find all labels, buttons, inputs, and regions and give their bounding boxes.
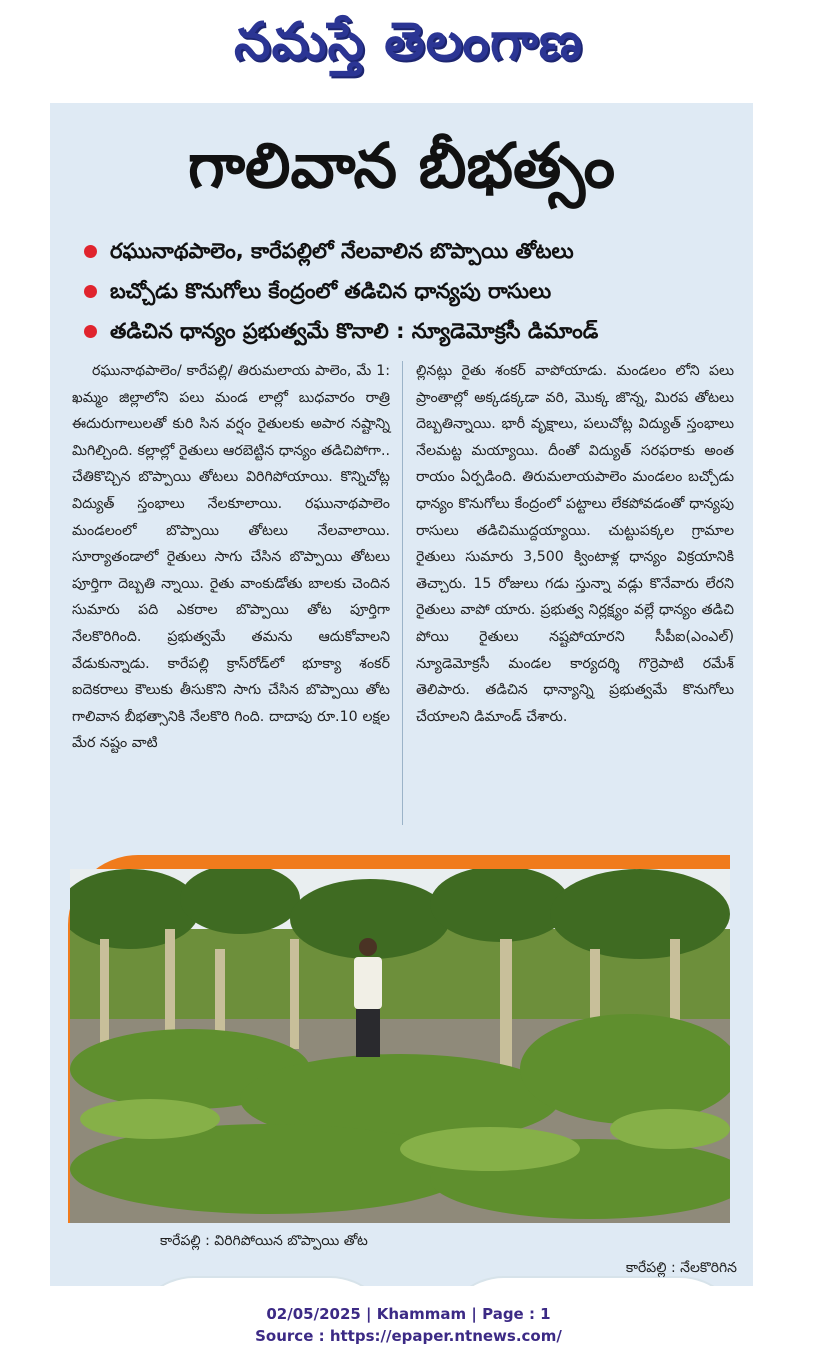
second-photo-caption: కారేపల్లి : నేలకొరిగిన — [625, 1260, 737, 1276]
highlight-text: రఘునాథపాలెం, కారేపల్లిలో నేలవాలిన బొప్పాయి తోటలు — [110, 239, 574, 263]
article-body-left-column: రఘునాథపాలెం/ కారేపల్లి/ తిరుమలాయ పాలెం, మే 1: ఖమ్మం జిల్లాలోని పలు మండ లాల్లో బుధవారం రాత్రి ఈదురుగాలులతో కురి సిన వర్షం రైతులకు అపార నష్టాన్ని మిగిల్చింది. కల్లాల్లో రైతులు ఆరబెట్టిన ధాన్యం తడిచిపోగా.. చేతికొచ్చిన బొప్పాయి తోటలు విరిగిపోయాయి. కొన్నిచోట్ల విద్యుత్ స్తంభాలు నేలకూలాయి. రఘునాథపాలెం మండలంలో బొప్పాయి తోటలు నేలవాలాయి. సూర్యాతండాలో రైతులు సాగు చేసిన బొప్పాయి తోటలు పూర్తిగా దెబ్బతి న్నాయి. రైతు వాంకుడోతు బాలకు చెందిన సుమారు పది ఎకరాల బొప్పాయి తోట పూర్తిగా నేలకొరిగింది. ప్రభుత్వమే తమను ఆదుకోవాలని వేడుకున్నాడు. కారేపల్లి క్రాస్‌రోడ్‌లో భూక్యా శంకర్ ఐదెకరాలు కౌలుకు తీసుకొని సాగు చేసిన బొప్పాయి తోట గాలివాన బీభత్సానికి నేలకొరి గింది. దాదాపు రూ.10 లక్షల మేర నష్టం వాటి — [72, 363, 390, 752]
highlight-text: బచ్చోడు కొనుగోలు కేంద్రంలో తడిచిన ధాన్యపు రాసులు — [110, 279, 552, 303]
bullet-icon — [84, 245, 97, 258]
source-link[interactable]: Source : https://epaper.ntnews.com/ — [255, 1327, 562, 1345]
article-headline: గాలివాన బీభత్సం — [187, 129, 616, 202]
papaya-orchard-photo — [70, 869, 730, 1223]
highlight-item — [84, 231, 724, 271]
photo-caption: కారేపల్లి : విరిగిపోయిన బొప్పాయి తోట — [160, 1233, 368, 1249]
highlight-text: తడిచిన ధాన్యం ప్రభుత్వమే కొనాలి : న్యూడెమోక్రసీ డిమాండ్ — [110, 319, 599, 343]
cropped-photo — [130, 1276, 394, 1286]
bullet-icon — [84, 325, 97, 338]
news-article — [50, 103, 753, 1286]
edition-info: 02/05/2025 | Khammam | Page : 1 — [266, 1305, 551, 1323]
photo-frame — [68, 855, 730, 1223]
bullet-icon — [84, 285, 97, 298]
column-divider — [402, 361, 403, 825]
article-body-right-column: ల్లినట్లు రైతు శంకర్ వాపోయాడు. మండలం లోని పలు ప్రాంతాల్లో అక్కడక్కడా వరి, మొక్క జొన్న, మిరప తోటలు దెబ్బతిన్నాయి. భారీ వృక్షాలు, పలుచోట్ల విద్యుత్ స్తంభాలు నేలమట్ట మయ్యాయి. దీంతో విద్యుత్ సరఫరాకు అంత రాయం ఏర్పడింది. తిరుమలాయపాలెం మండలం బచ్చోడు ధాన్యం కొనుగోలు కేంద్రంలో పట్టాలు లేకపోవడంతో ధాన్యపు రాసులు తడిచిముద్దయ్యాయి. చుట్టుపక్కల గ్రామాల రైతులు సుమారు 3,500 క్వింటాళ్ల ధాన్యం విక్రయానికి తెచ్చారు. 15 రోజులు గడు స్తున్నా వడ్లు కొనేవారు లేరని రైతులు వాపో యారు. ప్రభుత్వ నిర్లక్ష్యం వల్లే ధాన్యం తడిచి పోయి రైతులు నష్టపోయారని సీపీఐ(ఎంఎల్) న్యూడెమోక్రసీ మండల కార్యదర్శి గొర్రెపాటి రమేశ్ తెలిపారు. తడిచిన ధాన్యాన్ని ప్రభుత్వమే కొనుగోలు చేయాలని డిమాండ్ చేశారు. — [416, 363, 734, 725]
newspaper-masthead: నమస్తే తెలంగాణ — [234, 12, 583, 72]
highlight-item — [84, 271, 724, 311]
highlight-list — [84, 231, 724, 351]
highlight-item — [84, 311, 724, 351]
